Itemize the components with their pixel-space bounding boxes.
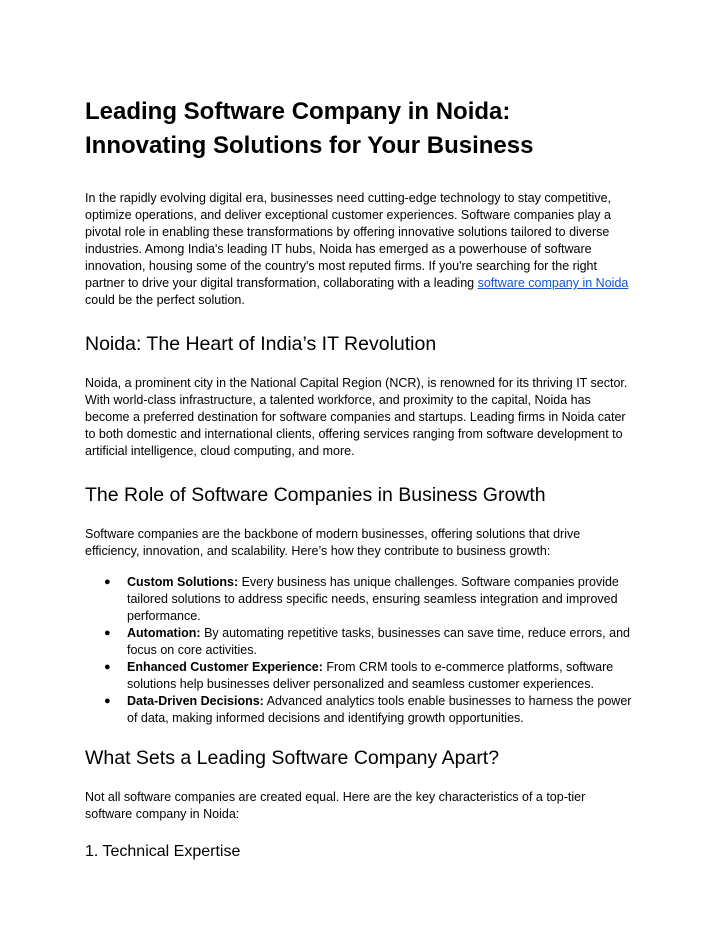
paragraph-noida: Noida, a prominent city in the National Capital Region (NCR), is renowned for its thriving IT sector. With world-class infrastructure, a talented workforce, and proximity to the capital, Noida has become a preferred destination for software companies and startups. Leading firms in Noida cater to both domestic and international clients, offering services ranging from software development to artificial intelligence, cloud computing, and more. [85, 376, 628, 458]
bullet-term: Custom Solutions: [127, 575, 239, 589]
bullet-text: Every business has unique challenges. Software companies provide tailored solutions to address specific needs, ensuring seamless integration and improved performance. [127, 575, 619, 623]
list-item [85, 625, 635, 659]
paragraph-role: Software companies are the backbone of modern businesses, offering solutions that drive efficiency, innovation, and scalability. Here’s how they contribute to business growth: [85, 527, 581, 558]
bullet-term: Data-Driven Decisions: [127, 694, 264, 708]
intro-text-before: In the rapidly evolving digital era, businesses need cutting-edge technology to stay competitive, optimize operations, and deliver exceptional customer experiences. Software companies play a pivotal role in enabling these transformations by offering innovative solutions tailored to diverse industries. Among India's leading IT hubs, Noida has emerged as a powerhouse of software innovation, housing some of the country's most reputed firms. If you're searching for the right partner to drive your digital transformation, collaborating with a leading [85, 191, 612, 290]
heading-sets-apart: What Sets a Leading Software Company Apart? [85, 747, 500, 769]
bullet-term: Automation: [127, 626, 201, 640]
list-item [85, 693, 635, 727]
page-title: Leading Software Company in Noida: Innovating Solutions for Your Business [85, 98, 534, 159]
heading-noida: Noida: The Heart of India’s IT Revolution [85, 333, 437, 355]
heading-technical-expertise: 1. Technical Expertise [85, 843, 241, 860]
bullet-icon: ● [104, 695, 111, 707]
bullet-text: By automating repetitive tasks, businesses can save time, reduce errors, and focus on core activities. [127, 626, 630, 657]
paragraph-sets-apart: Not all software companies are created equal. Here are the key characteristics of a top-tier software company in Noida: [85, 790, 586, 821]
heading-role: The Role of Software Companies in Business Growth [85, 484, 546, 506]
bullet-text: From CRM tools to e-commerce platforms, software solutions help businesses deliver personalized and seamless customer experiences. [127, 660, 614, 691]
list-item [85, 574, 635, 625]
list-item [85, 659, 635, 693]
intro-text-after: could be the perfect solution. [85, 293, 245, 307]
document-page [85, 95, 635, 863]
growth-bullet-list [85, 574, 635, 727]
bullet-icon: ● [104, 576, 111, 588]
intro-paragraph [85, 190, 635, 309]
bullet-icon: ● [104, 661, 111, 673]
software-company-link[interactable]: software company in Noida [477, 276, 629, 290]
bullet-text: Advanced analytics tools enable businesses to harness the power of data, making informed decisions and identifying growth opportunities. [127, 694, 632, 725]
bullet-term: Enhanced Customer Experience: [127, 660, 323, 674]
bullet-icon: ● [104, 627, 111, 639]
